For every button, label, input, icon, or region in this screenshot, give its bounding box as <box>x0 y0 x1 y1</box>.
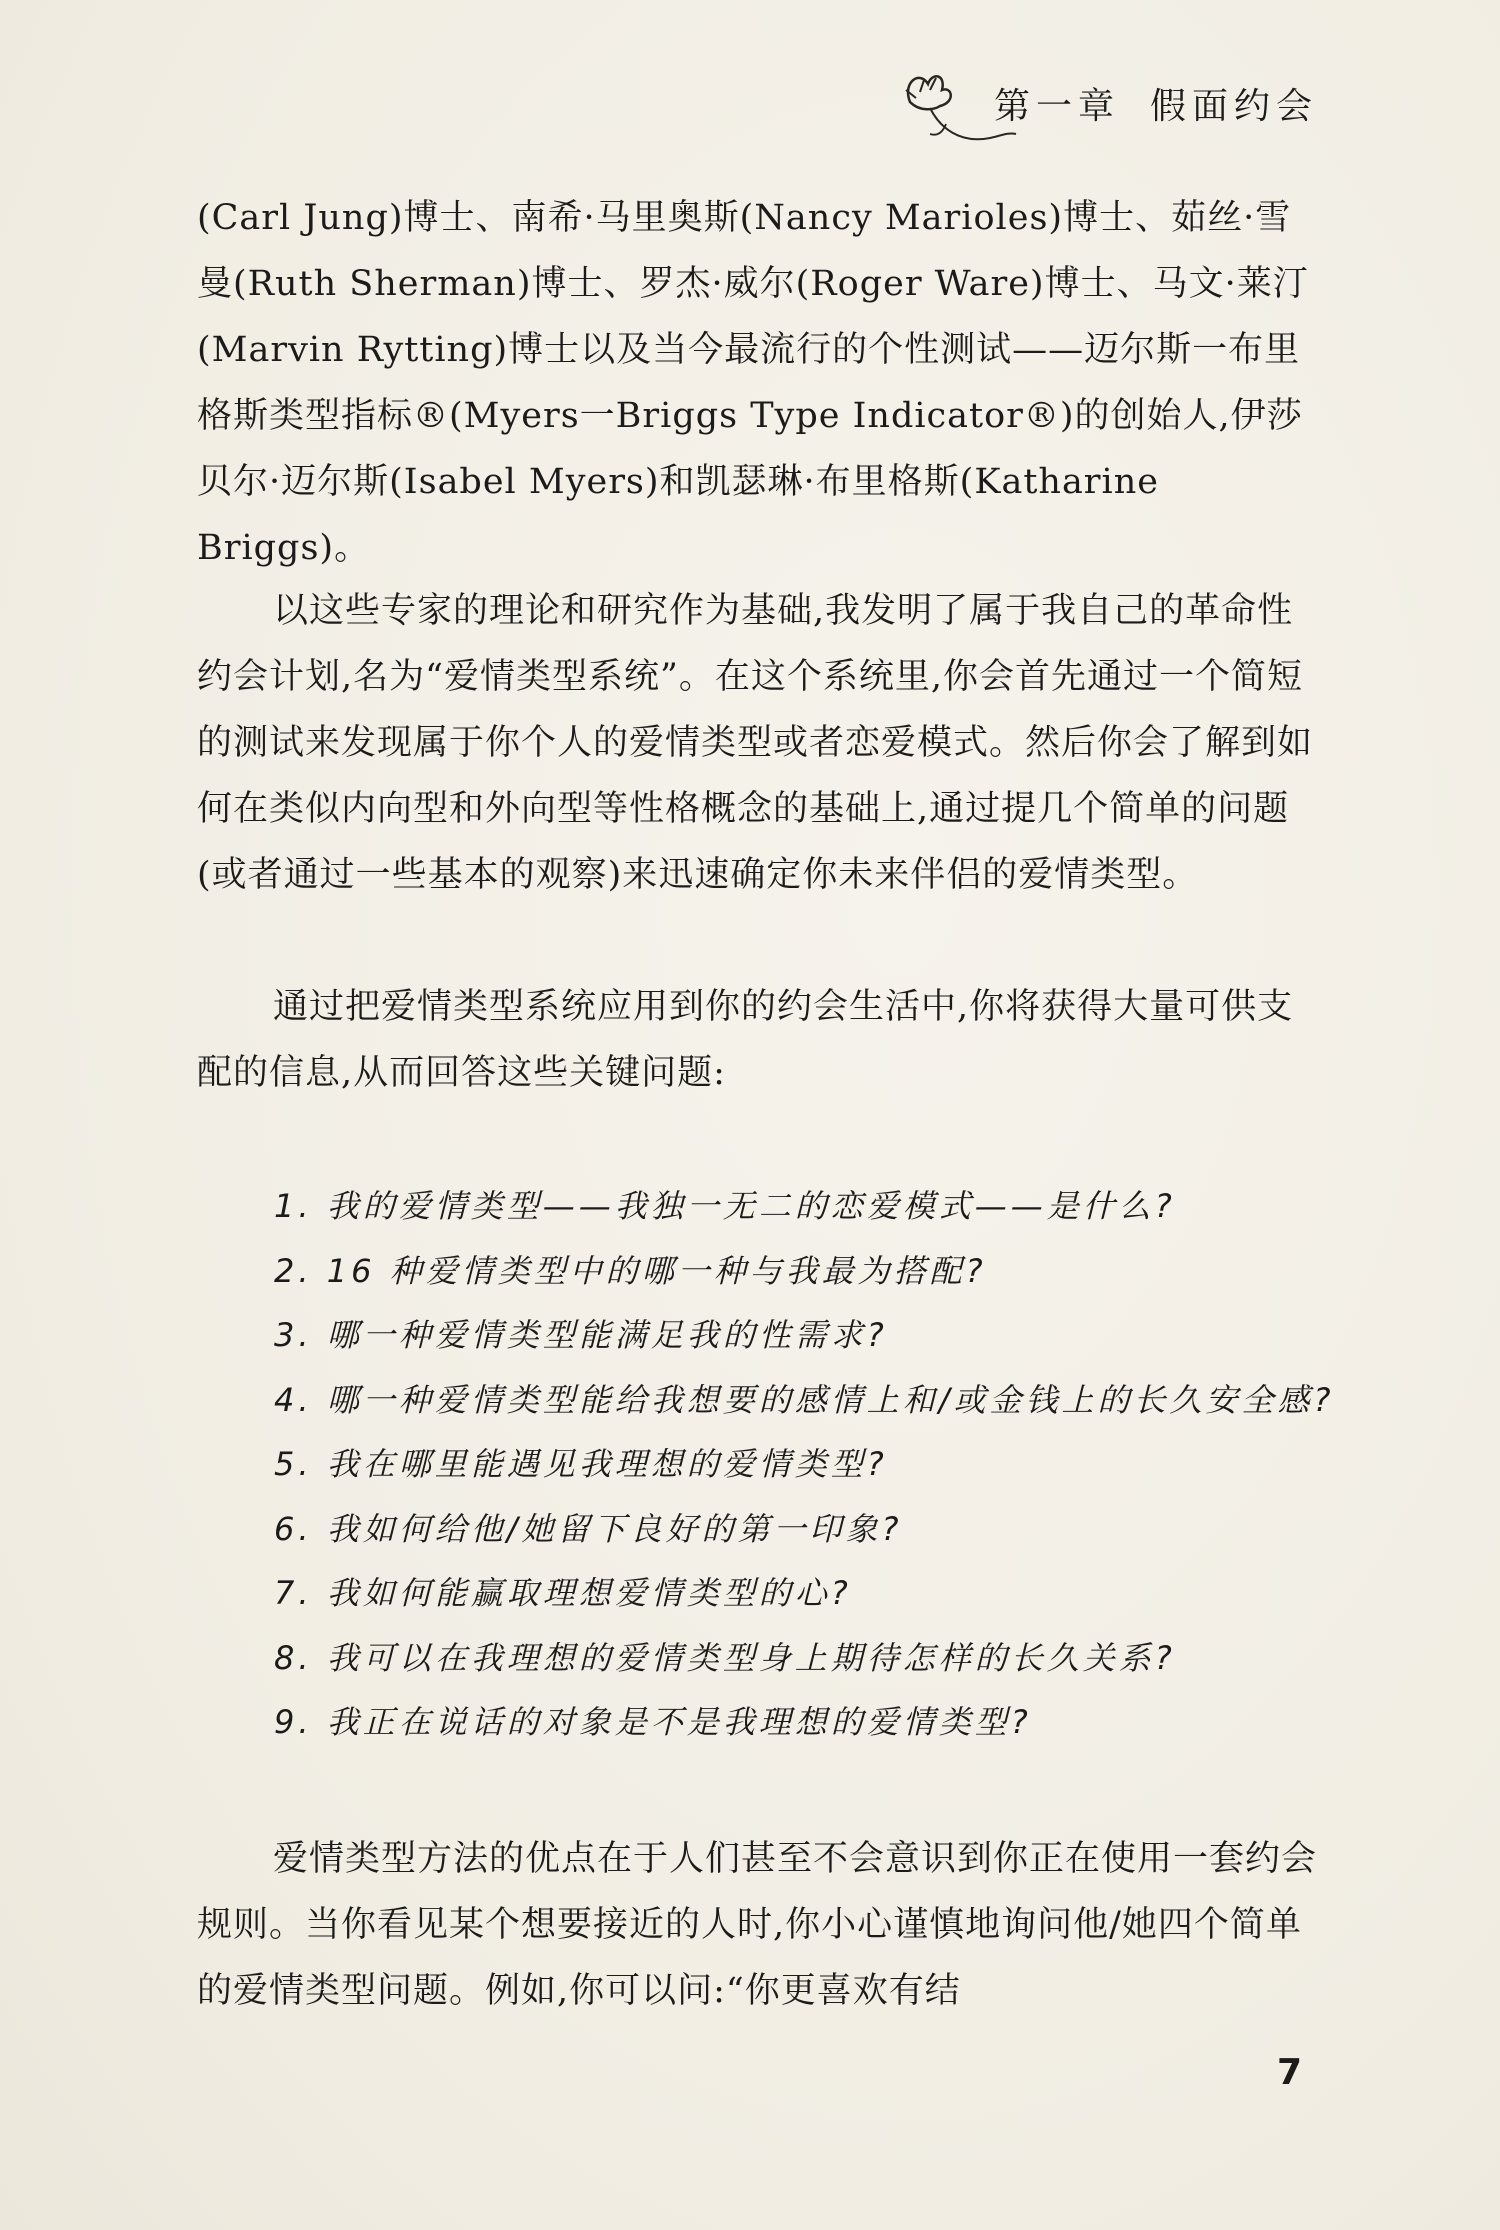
paragraph-4: 爱情类型方法的优点在于人们甚至不会意识到你正在使用一套约会规则。当你看见某个想要接近的人时,你小心谨慎地询问他/她四个简单的爱情类型问题。例如,你可以问:“你更喜欢有结 <box>197 1839 1318 2011</box>
chapter-title: 假面约会 <box>1149 86 1318 127</box>
list-item: 6. 我如何给他/她留下良好的第一印象? <box>274 1509 903 1548</box>
page-number: 7 <box>1276 2052 1302 2093</box>
list-item: 3. 哪一种爱情类型能满足我的性需求? <box>274 1316 888 1354</box>
key-questions-list <box>274 1174 1354 1755</box>
running-header <box>994 78 1318 129</box>
list-item: 4. 哪一种爱情类型能给我想要的感情上和/或金钱上的长久安全感? <box>274 1380 1335 1419</box>
list-item: 2. 16 种爱情类型中的哪一种与我最为搭配? <box>274 1251 987 1290</box>
list-item: 7. 我如何能赢取理想爱情类型的心? <box>274 1574 852 1612</box>
paragraph-1: (Carl Jung)博士、南希·马里奥斯(Nancy Marioles)博士、茹丝·雪曼(Ruth Sherman)博士、罗杰·威尔(Roger Ware)博士、马文·莱汀(Marvin Rytting)博士以及当今最流行的个性测试——迈尔斯一布里格斯类型指标®(Myers一Briggs Type Indicator®)的创始人,伊莎贝尔·迈尔斯(Isabel Myers)和凯瑟琳·布里格斯(Katharine Briggs)。 <box>197 198 1309 568</box>
list-item: 1. 我的爱情类型——我独一无二的恋爱模式——是什么? <box>274 1187 1176 1225</box>
list-item: 8. 我可以在我理想的爱情类型身上期待怎样的长久关系? <box>274 1638 1176 1677</box>
chapter-label: 第一章 <box>993 86 1120 127</box>
paragraph-2: 以这些专家的理论和研究作为基础,我发明了属于我自己的革命性约会计划,名为“爱情类型系统”。在这个系统里,你会首先通过一个简短的测试来发现属于你个人的爱情类型或者恋爱模式。然后你会了解到如何在类似内向型和外向型等性格概念的基础上,通过提几个简单的问题(或者通过一些基本的观察)来迅速确定你未来伴侣的爱情类型。 <box>197 591 1314 895</box>
paragraph-3: 通过把爱情类型系统应用到你的约会生活中,你将获得大量可供支配的信息,从而回答这些关键问题: <box>197 987 1294 1093</box>
list-item: 5. 我在哪里能遇见我理想的爱情类型? <box>274 1445 888 1483</box>
list-item: 9. 我正在说话的对象是不是我理想的爱情类型? <box>274 1703 1032 1741</box>
